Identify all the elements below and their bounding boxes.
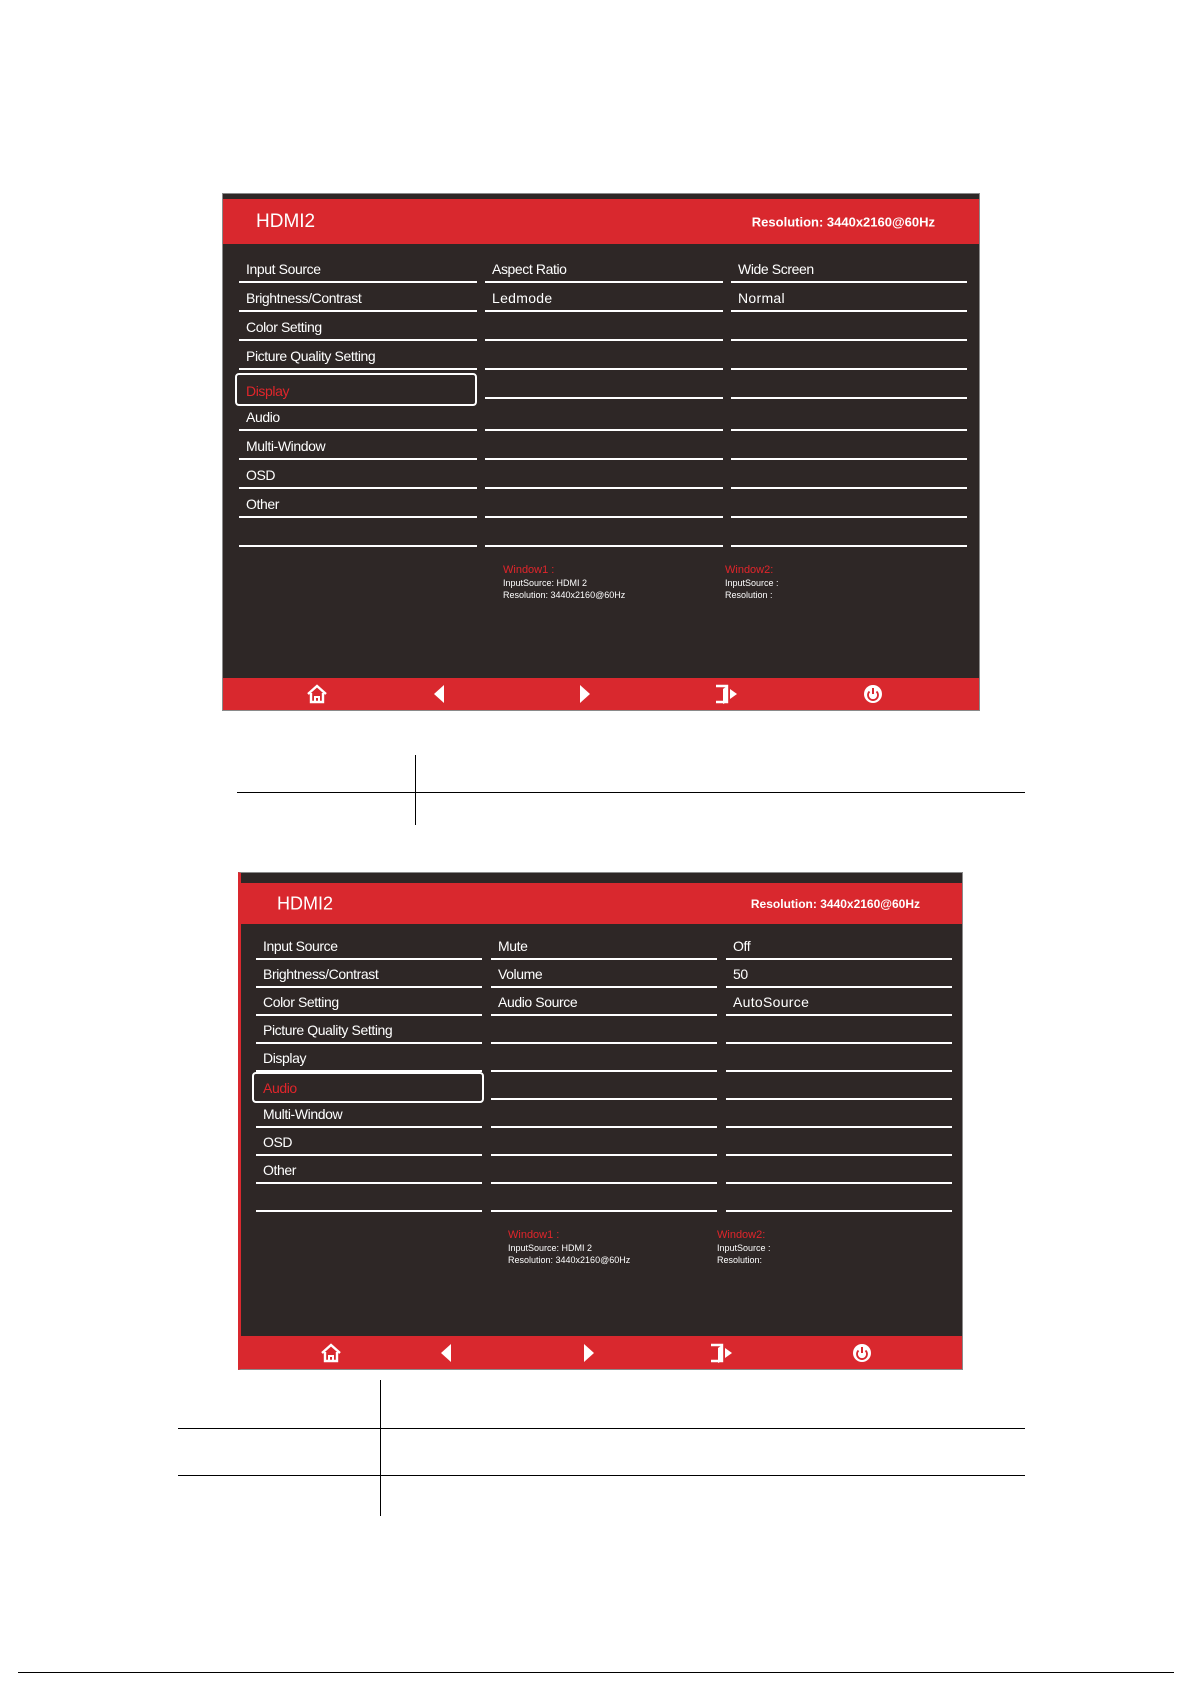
osd-screen-audio <box>238 872 963 1370</box>
menu-item-color-setting[interactable]: Color Setting <box>239 316 477 341</box>
value-empty-row <box>731 493 967 518</box>
window1-info <box>503 564 625 601</box>
submenu-item-audio-source[interactable]: Audio Source <box>491 991 717 1016</box>
submenu-empty-row <box>491 1159 717 1184</box>
submenu-empty-row <box>485 493 723 518</box>
power-icon[interactable] <box>863 684 883 704</box>
table-divider-horizontal <box>178 1428 1025 1429</box>
window1-info <box>508 1229 630 1266</box>
value-empty-row <box>726 1075 952 1100</box>
value-volume[interactable]: 50 <box>726 963 952 988</box>
submenu-empty-row <box>485 406 723 431</box>
window2-input: InputSource : <box>717 1243 771 1253</box>
value-empty-row <box>726 1047 952 1072</box>
window2-resolution: Resolution : <box>725 590 773 600</box>
value-empty-row <box>731 345 967 370</box>
exit-icon[interactable] <box>714 683 740 705</box>
submenu-item-ledmode[interactable]: Ledmode <box>485 287 723 312</box>
submenu-empty-row <box>491 1131 717 1156</box>
osd-footer <box>223 678 979 710</box>
window2-info <box>717 1229 771 1266</box>
menu-item-brightness-contrast[interactable]: Brightness/Contrast <box>256 963 482 988</box>
submenu-empty-row <box>491 1075 717 1100</box>
value-aspect-ratio[interactable]: Wide Screen <box>731 258 967 283</box>
value-empty-row <box>726 1159 952 1184</box>
menu-item-multi-window[interactable]: Multi-Window <box>239 435 477 460</box>
submenu-empty-row <box>491 1047 717 1072</box>
table-divider-vertical <box>415 755 416 825</box>
window2-input: InputSource : <box>725 578 779 588</box>
input-title: HDMI2 <box>256 210 316 232</box>
menu-item-input-source[interactable]: Input Source <box>239 258 477 283</box>
menu-item-multi-window[interactable]: Multi-Window <box>256 1103 482 1128</box>
resolution-label: Resolution: 3440x2160@60Hz <box>751 214 935 229</box>
home-icon[interactable] <box>320 1342 342 1364</box>
menu-item-other[interactable]: Other <box>239 493 477 518</box>
menu-item-input-source[interactable]: Input Source <box>256 935 482 960</box>
submenu-empty-row <box>485 316 723 341</box>
menu-item-picture-quality[interactable]: Picture Quality Setting <box>239 345 477 370</box>
window1-input: InputSource: HDMI 2 <box>508 1243 593 1253</box>
window1-title: Window1 : <box>508 1229 560 1241</box>
table-divider-horizontal <box>178 1475 1025 1476</box>
osd-header <box>241 883 962 924</box>
input-title: HDMI2 <box>277 893 334 913</box>
page-bottom-rule <box>18 1672 1174 1673</box>
osd-screen-display <box>222 193 980 711</box>
menu-item-other[interactable]: Other <box>256 1159 482 1184</box>
menu-empty-row <box>256 1187 482 1212</box>
value-empty-row <box>731 522 967 547</box>
submenu-empty-row <box>485 345 723 370</box>
submenu-empty-row <box>485 464 723 489</box>
right-arrow-icon[interactable] <box>582 1343 596 1363</box>
submenu-empty-row <box>491 1103 717 1128</box>
left-arrow-icon[interactable] <box>439 1343 453 1363</box>
menu-item-display[interactable]: Display <box>256 1047 482 1072</box>
submenu-empty-row <box>485 435 723 460</box>
value-empty-row <box>731 435 967 460</box>
resolution-label: Resolution: 3440x2160@60Hz <box>750 896 920 911</box>
window1-resolution: Resolution: 3440x2160@60Hz <box>503 590 626 600</box>
value-empty-row <box>731 374 967 399</box>
value-empty-row <box>726 1131 952 1156</box>
value-empty-row <box>731 406 967 431</box>
menu-item-color-setting[interactable]: Color Setting <box>256 991 482 1016</box>
power-icon[interactable] <box>852 1343 872 1363</box>
left-arrow-icon[interactable] <box>432 684 446 704</box>
exit-icon[interactable] <box>709 1342 735 1364</box>
value-empty-row <box>726 1187 952 1212</box>
value-audio-source[interactable]: AutoSource <box>726 991 952 1016</box>
value-empty-row <box>731 316 967 341</box>
value-empty-row <box>726 1019 952 1044</box>
menu-item-osd[interactable]: OSD <box>256 1131 482 1156</box>
submenu-empty-row <box>491 1187 717 1212</box>
window2-resolution: Resolution: <box>717 1255 763 1265</box>
menu-item-osd[interactable]: OSD <box>239 464 477 489</box>
menu-item-audio[interactable]: Audio <box>252 1072 484 1103</box>
menu-item-picture-quality[interactable]: Picture Quality Setting <box>256 1019 482 1044</box>
value-empty-row <box>731 464 967 489</box>
menu-item-display[interactable]: Display <box>235 373 477 406</box>
table-divider-vertical <box>380 1380 381 1516</box>
menu-item-audio[interactable]: Audio <box>239 406 477 431</box>
home-icon[interactable] <box>306 683 328 705</box>
menu-item-brightness-contrast[interactable]: Brightness/Contrast <box>239 287 477 312</box>
menu-empty-row <box>239 522 477 547</box>
window1-resolution: Resolution: 3440x2160@60Hz <box>508 1255 631 1265</box>
window2-title: Window2: <box>717 1229 766 1241</box>
value-mute[interactable]: Off <box>726 935 952 960</box>
value-ledmode[interactable]: Normal <box>731 287 967 312</box>
right-arrow-icon[interactable] <box>578 684 592 704</box>
value-empty-row <box>726 1103 952 1128</box>
window1-input: InputSource: HDMI 2 <box>503 578 588 588</box>
table-divider-horizontal <box>237 792 1025 793</box>
submenu-item-aspect-ratio[interactable]: Aspect Ratio <box>485 258 723 283</box>
submenu-item-volume[interactable]: Volume <box>491 963 717 988</box>
window1-title: Window1 : <box>503 564 555 576</box>
submenu-item-mute[interactable]: Mute <box>491 935 717 960</box>
submenu-empty-row <box>485 522 723 547</box>
window2-info <box>725 564 779 601</box>
osd-footer <box>241 1336 962 1369</box>
window2-title: Window2: <box>725 564 774 576</box>
osd-header <box>223 199 979 244</box>
submenu-empty-row <box>485 374 723 399</box>
submenu-empty-row <box>491 1019 717 1044</box>
